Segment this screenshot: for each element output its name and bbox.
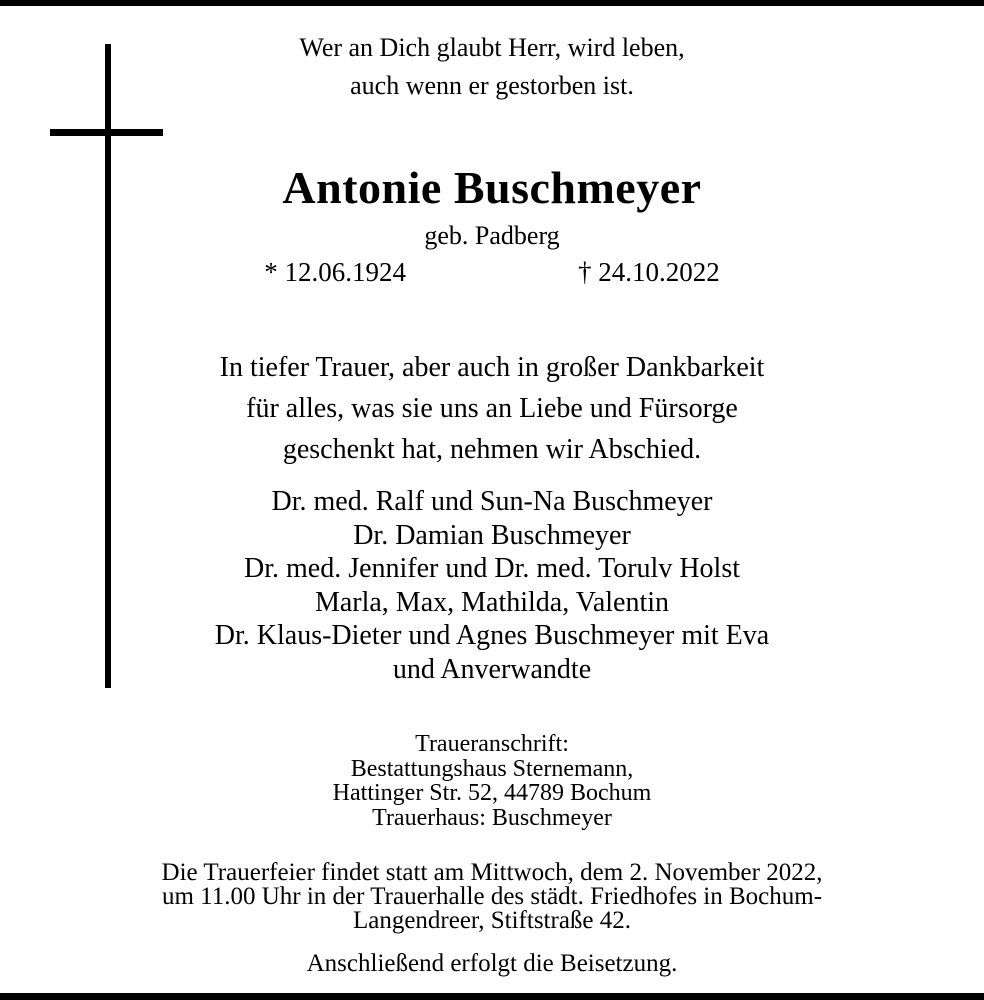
funeral-service-info xyxy=(0,861,984,933)
service-line: Langendreer, Stiftstraße 42. xyxy=(352,907,632,934)
epigraph xyxy=(0,29,984,105)
mourner-line: Dr. Klaus-Dieter und Agnes Buschmeyer mit Eva xyxy=(214,620,770,652)
tribute-line: geschenkt hat, nehmen wir Abschied. xyxy=(282,434,702,465)
address-line: Trauerhaus: Buschmeyer xyxy=(372,805,612,832)
address-line: Hattinger Str. 52, 44789 Bochum xyxy=(332,780,652,807)
life-dates xyxy=(0,256,984,288)
tribute-line: für alles, was sie uns an Liebe und Fürsorge xyxy=(246,393,738,424)
address-line: Bestattungshaus Sternemann, xyxy=(350,755,634,782)
mourners-list xyxy=(0,485,984,687)
address-line: Traueranschrift: xyxy=(415,731,569,757)
tribute-line: In tiefer Trauer, aber auch in großer Dankbarkeit xyxy=(219,352,765,383)
mourner-line: Dr. Damian Buschmeyer xyxy=(353,519,631,551)
mourning-address xyxy=(0,732,984,831)
cross-horizontal-bar xyxy=(50,129,163,136)
tribute-paragraph xyxy=(0,347,984,470)
service-line: Die Trauerfeier findet statt am Mittwoch, dem 2. November 2022, xyxy=(161,859,823,886)
mourner-line: und Anverwandte xyxy=(392,653,592,685)
mourner-line: Dr. med. Jennifer und Dr. med. Torulv Holst xyxy=(243,553,740,585)
death-date: † 24.10.2022 xyxy=(578,257,720,287)
maiden-name: geb. Padberg xyxy=(424,221,560,250)
mourner-line: Marla, Max, Mathilda, Valentin xyxy=(314,586,670,618)
mourner-line: Dr. med. Ralf und Sun-Na Buschmeyer xyxy=(271,486,713,517)
epigraph-line: Wer an Dich glaubt Herr, wird leben, xyxy=(299,33,685,62)
top-border-rule xyxy=(0,0,984,6)
closing-line: Anschließend erfolgt die Beisetzung. xyxy=(306,950,678,977)
birth-date: * 12.06.1924 xyxy=(264,257,406,287)
service-line: um 11.00 Uhr in der Trauerhalle des städt. Friedhofes in Bochum- xyxy=(161,883,823,910)
bottom-border-rule xyxy=(0,993,984,1000)
deceased-name: Antonie Buschmeyer xyxy=(282,162,702,213)
epigraph-line: auch wenn er gestorben ist. xyxy=(350,71,634,100)
